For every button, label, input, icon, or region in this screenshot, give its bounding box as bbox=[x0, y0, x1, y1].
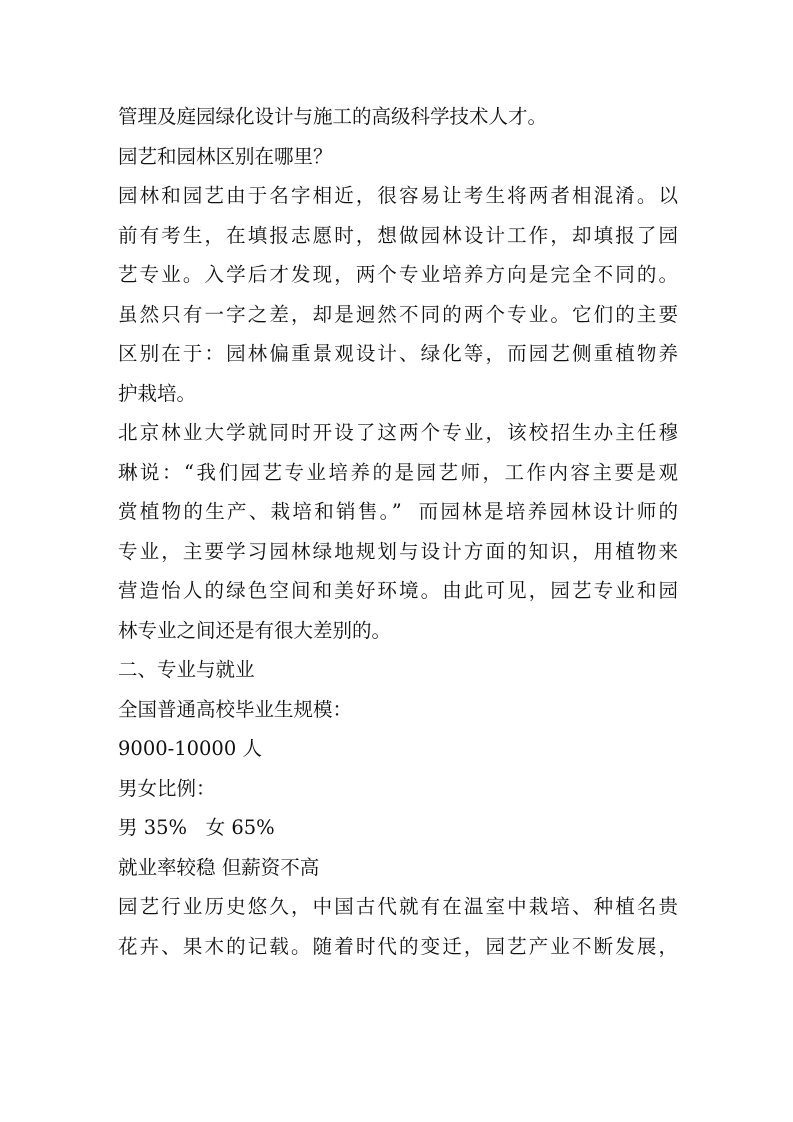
paragraph-line: 管理及庭园绿化设计与施工的高级科学技术人才。 bbox=[118, 105, 548, 128]
paragraph-line: 区别在于：园林偏重景观设计、绿化等，而园艺侧重植物养 bbox=[118, 342, 678, 365]
stat-value: 男 35% 女 65% bbox=[118, 816, 275, 839]
paragraph-line: 花卉、果木的记载。随着时代的变迁，园艺产业不断发展， bbox=[118, 934, 678, 958]
paragraph-line: 北京林业大学就同时开设了这两个专业，该校招生办主任穆 bbox=[118, 421, 678, 444]
paragraph-line: 护栽培。 bbox=[118, 381, 197, 405]
paragraph-line: 专业，主要学习园林绿地规划与设计方面的知识，用植物来 bbox=[118, 539, 678, 563]
paragraph-line: 虽然只有一字之差，却是迥然不同的两个专业。它们的主要 bbox=[118, 302, 678, 326]
paragraph-line: 林专业之间还是有很大差别的。 bbox=[118, 618, 392, 642]
paragraph-line: 前有考生，在填报志愿时，想做园林设计工作，却填报了园 bbox=[118, 223, 678, 247]
stat-label: 全国普通高校毕业生规模： bbox=[118, 697, 353, 721]
stat-label: 男女比例： bbox=[118, 776, 216, 800]
paragraph-line: 园艺行业历史悠久，中国古代就有在温室中栽培、种植名贵 bbox=[118, 895, 678, 918]
paragraph-line: 赏植物的生产、栽培和销售。” 而园林是培养园林设计师的 bbox=[118, 500, 678, 523]
section-question-heading: 园艺和园林区别在哪里？ bbox=[118, 144, 333, 168]
paragraph-line: 琳说：“我们园艺专业培养的是园艺师，工作内容主要是观 bbox=[118, 460, 678, 484]
paragraph-line: 园林和园艺由于名字相近，很容易让考生将两者相混淆。以 bbox=[118, 184, 678, 207]
paragraph-line: 艺专业。入学后才发现，两个专业培养方向是完全不同的。 bbox=[118, 263, 678, 286]
section-heading: 二、专业与就业 bbox=[118, 658, 255, 681]
document-body bbox=[118, 97, 678, 966]
paragraph-line: 营造怡人的绿色空间和美好环境。由此可见，园艺专业和园 bbox=[118, 579, 678, 602]
stat-value: 9000-10000 人 bbox=[118, 737, 262, 760]
subheading: 就业率较稳 但薪资不高 bbox=[118, 855, 320, 879]
